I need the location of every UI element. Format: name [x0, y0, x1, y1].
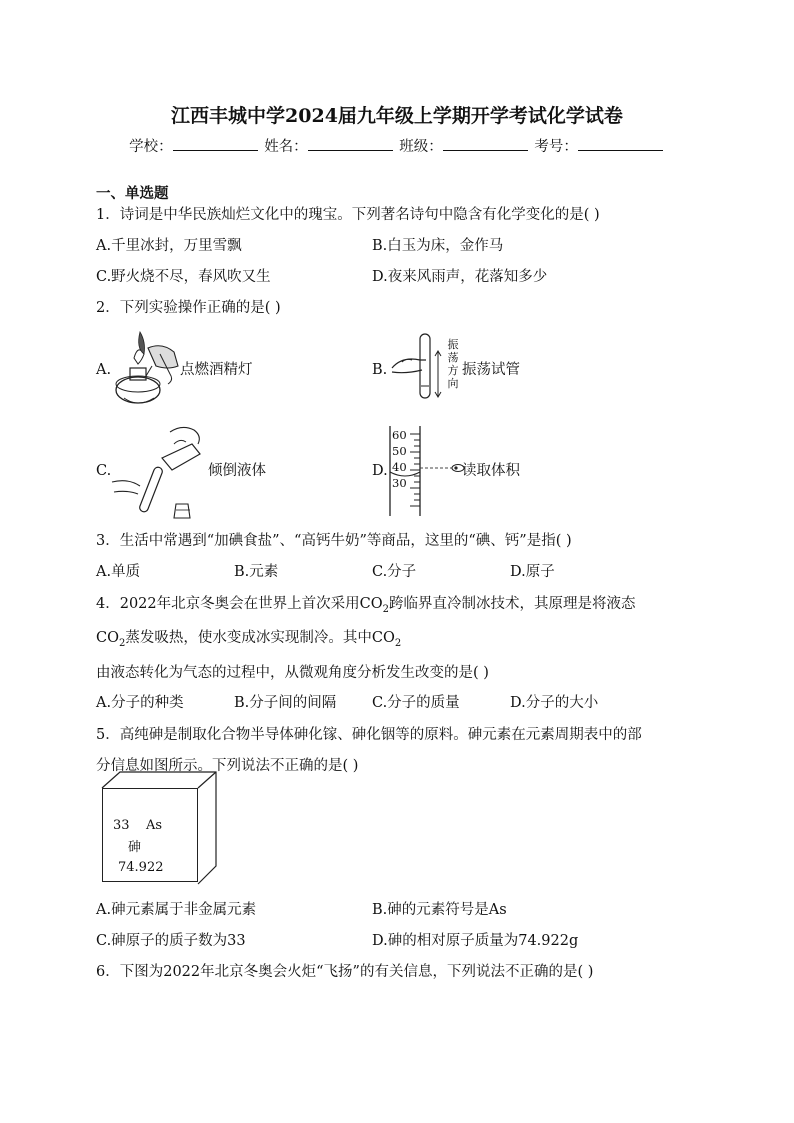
q1-option-b: B.白玉为床，金作马 — [372, 238, 504, 254]
element-name: 砷 — [128, 840, 142, 855]
q5-line-2: 分信息如图所示。下列说法不正确的是( ) — [96, 758, 359, 774]
q2-option-b-text: 振荡试管 — [462, 362, 520, 378]
q5-option-b: B.砷的元素符号是As — [372, 902, 507, 918]
q5-line-1: 5．高纯砷是制取化合物半导体砷化镓、砷化铟等的原料。砷元素在元素周期表中的部 — [96, 727, 642, 743]
id-label: 考号： — [534, 139, 578, 155]
school-blank — [173, 136, 258, 151]
q2-option-d-letter: D. — [372, 463, 388, 479]
q4-line-1: 4．2022年北京冬奥会在世界上首次采用$CO_2$跨临界直冷制冰技术，其原理是将液态 — [96, 596, 636, 615]
q1-option-a: A.千里冰封，万里雪飘 — [96, 238, 242, 254]
shake-direction-label: 振 荡 方 向 — [447, 338, 459, 390]
student-info-line — [0, 136, 794, 157]
exam-title: 江西丰城中学2024届九年级上学期开学考试化学试卷 — [171, 105, 623, 127]
shaking-test-tube-illustration — [388, 332, 448, 404]
name-blank — [308, 136, 393, 151]
q4-option-a: A.分子的种类 — [96, 695, 184, 711]
q6-stem: 6．下图为2022年北京冬奥会火炬“飞扬”的有关信息，下列说法不正确的是( ) — [96, 964, 594, 980]
q2-option-b-letter: B. — [372, 362, 388, 378]
q4-line-3: 由液态转化为气态的过程中，从微观角度分析发生改变的是( ) — [96, 665, 489, 681]
q2-option-a-text: 点燃酒精灯 — [180, 362, 253, 378]
pouring-liquid-illustration — [110, 418, 210, 522]
name-label: 姓名： — [264, 139, 308, 155]
q4-option-b: B.分子间的间隔 — [234, 695, 337, 711]
q4-option-d: D.分子的大小 — [510, 695, 599, 711]
q1-option-c: C.野火烧不尽，春风吹又生 — [96, 269, 271, 285]
q5-option-d: D.砷的相对原子质量为74.922g — [372, 933, 579, 949]
q1-option-d: D.夜来风雨声，花落知多少 — [372, 269, 548, 285]
q2-option-c-letter: C. — [96, 463, 112, 479]
q2-stem: 2．下列实验操作正确的是( ) — [96, 300, 281, 316]
id-blank — [578, 136, 663, 151]
q3-option-b: B.元素 — [234, 564, 279, 580]
q1-stem: 1．诗词是中华民族灿烂文化中的瑰宝。下列著名诗句中隐含有化学变化的是( ) — [96, 207, 600, 223]
q3-option-d: D.原子 — [510, 564, 555, 580]
atomic-number: 33 — [113, 818, 130, 833]
atomic-mass: 74.922 — [118, 860, 164, 875]
q4-line-2: $CO_2$蒸发吸热，使水变成冰实现制冷。其中$CO_2$ — [96, 630, 402, 649]
section-title: 一、单选题 — [96, 185, 169, 202]
q2-option-d-text: 读取体积 — [462, 463, 520, 479]
alcohol-lamp-lighting-illustration — [104, 328, 184, 412]
q3-option-a: A.单质 — [96, 564, 141, 580]
q2-option-a-letter: A. — [96, 362, 112, 378]
class-label: 班级： — [399, 139, 443, 155]
q3-option-c: C.分子 — [372, 564, 417, 580]
school-label: 学校： — [129, 139, 173, 155]
q5-option-c: C.砷原子的质子数为33 — [96, 933, 246, 949]
q5-option-a: A.砷元素属于非金属元素 — [96, 902, 257, 918]
cylinder-tick-labels: 60 50 40 30 — [392, 428, 407, 490]
q4-option-c: C.分子的质量 — [372, 695, 460, 711]
q3-stem: 3．生活中常遇到“加碘食盐”、“高钙牛奶”等商品，这里的“碘、钙”是指( ) — [96, 533, 572, 549]
element-symbol: As — [146, 818, 163, 833]
q2-option-c-text: 倾倒液体 — [208, 463, 266, 479]
class-blank — [443, 136, 528, 151]
